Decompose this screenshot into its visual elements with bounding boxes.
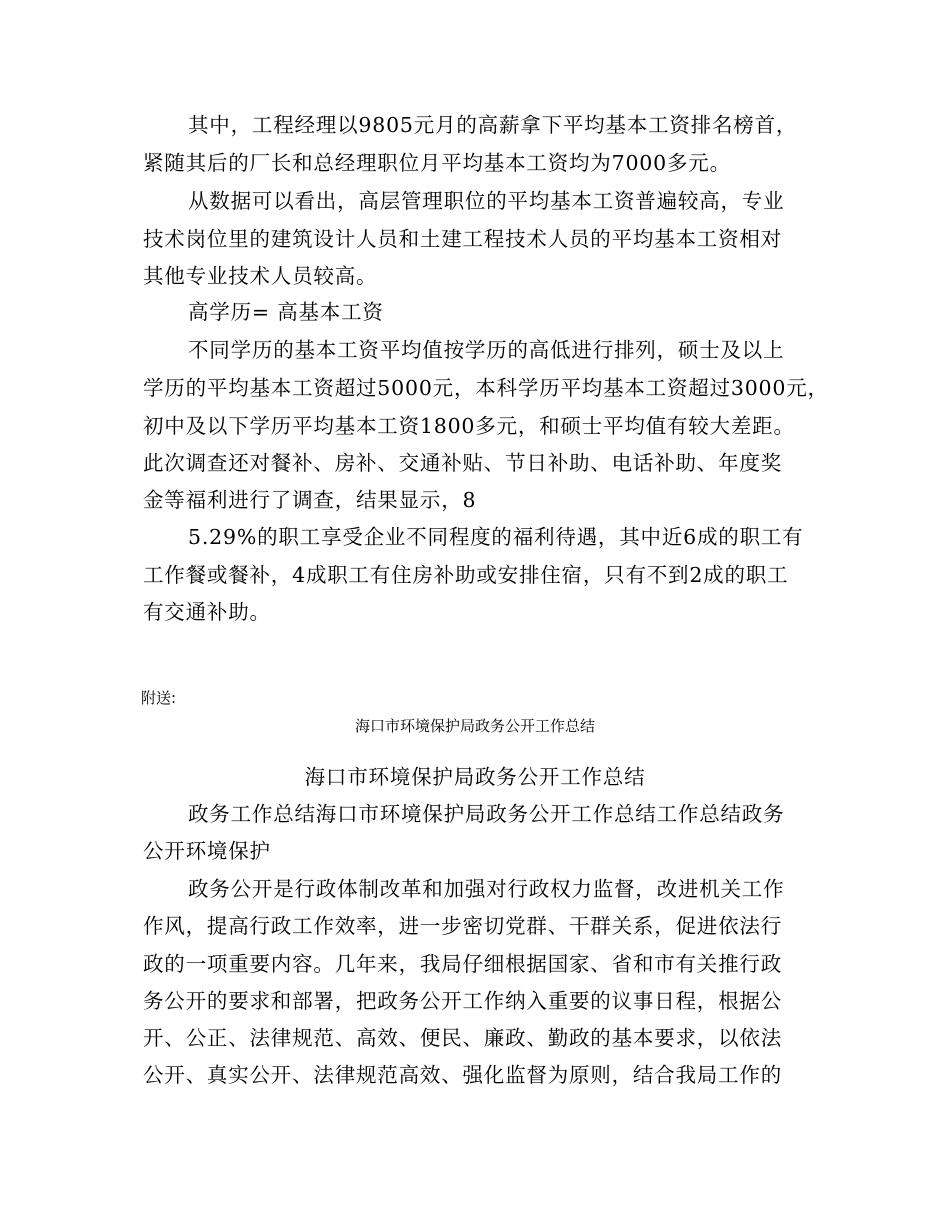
- text-line: 作风，提高行政工作效率，进一步密切党群、干群关系，促进依法行: [143, 914, 782, 938]
- text-line: 公开环境保护: [143, 839, 271, 863]
- text-line: 学历的平均基本工资超过5000元，本科学历平均基本工资超过3000元，: [143, 376, 829, 400]
- text-line: 其中，工程经理以9805元月的高薪拿下平均基本工资排名榜首，: [188, 113, 798, 137]
- text-line: 务公开的要求和部署，把政务公开工作纳入重要的议事日程，根据公: [143, 989, 782, 1013]
- text-line: 此次调查还对餐补、房补、交通补贴、节日补助、电话补助、年度奖: [143, 451, 782, 475]
- text-line: 技术岗位里的建筑设计人员和土建工程技术人员的平均基本工资相对: [143, 227, 782, 251]
- text-line: 政的一项重要内容。几年来，我局仔细根据国家、省和市有关推行政: [143, 952, 782, 976]
- text-line: 紧随其后的厂长和总经理职位月平均基本工资均为7000多元。: [143, 151, 731, 175]
- text-line: 其他专业技术人员较高。: [143, 264, 378, 288]
- text-line: 工作餐或餐补，4成职工有住房补助或安排住宿，只有不到2成的职工: [143, 563, 789, 587]
- appendix-label: 附送:: [141, 689, 177, 707]
- text-line: 不同学历的基本工资平均值按学历的高低进行排列，硕士及以上: [188, 338, 785, 362]
- text-line: 开、公正、法律规范、高效、便民、廉政、勤政的基本要求，以依法: [143, 1026, 782, 1050]
- text-line: 从数据可以看出，高层管理职位的平均基本工资普遍较高，专业: [188, 189, 785, 213]
- text-line: 初中及以下学历平均基本工资1800多元，和硕士平均值有较大差距。: [143, 414, 795, 438]
- text-line: 政务工作总结海口市环境保护局政务公开工作总结工作总结政务: [188, 802, 785, 826]
- text-line: 公开、真实公开、法律规范高效、强化监督为原则，结合我局工作的: [143, 1063, 782, 1087]
- subheading-education-salary: 高学历= 高基本工资: [188, 300, 384, 324]
- text-line: 金等福利进行了调查，结果显示，8: [143, 488, 477, 512]
- text-line: 有交通补助。: [143, 600, 271, 624]
- appendix-subtitle: 海口市环境保护局政务公开工作总结: [354, 717, 595, 735]
- text-line: 政务公开是行政体制改革和加强对行政权力监督，改进机关工作: [188, 877, 785, 901]
- text-line: 5.29%的职工享受企业不同程度的福利待遇，其中近6成的职工有: [188, 525, 804, 549]
- page-title: 海口市环境保护局政务公开工作总结: [304, 765, 646, 789]
